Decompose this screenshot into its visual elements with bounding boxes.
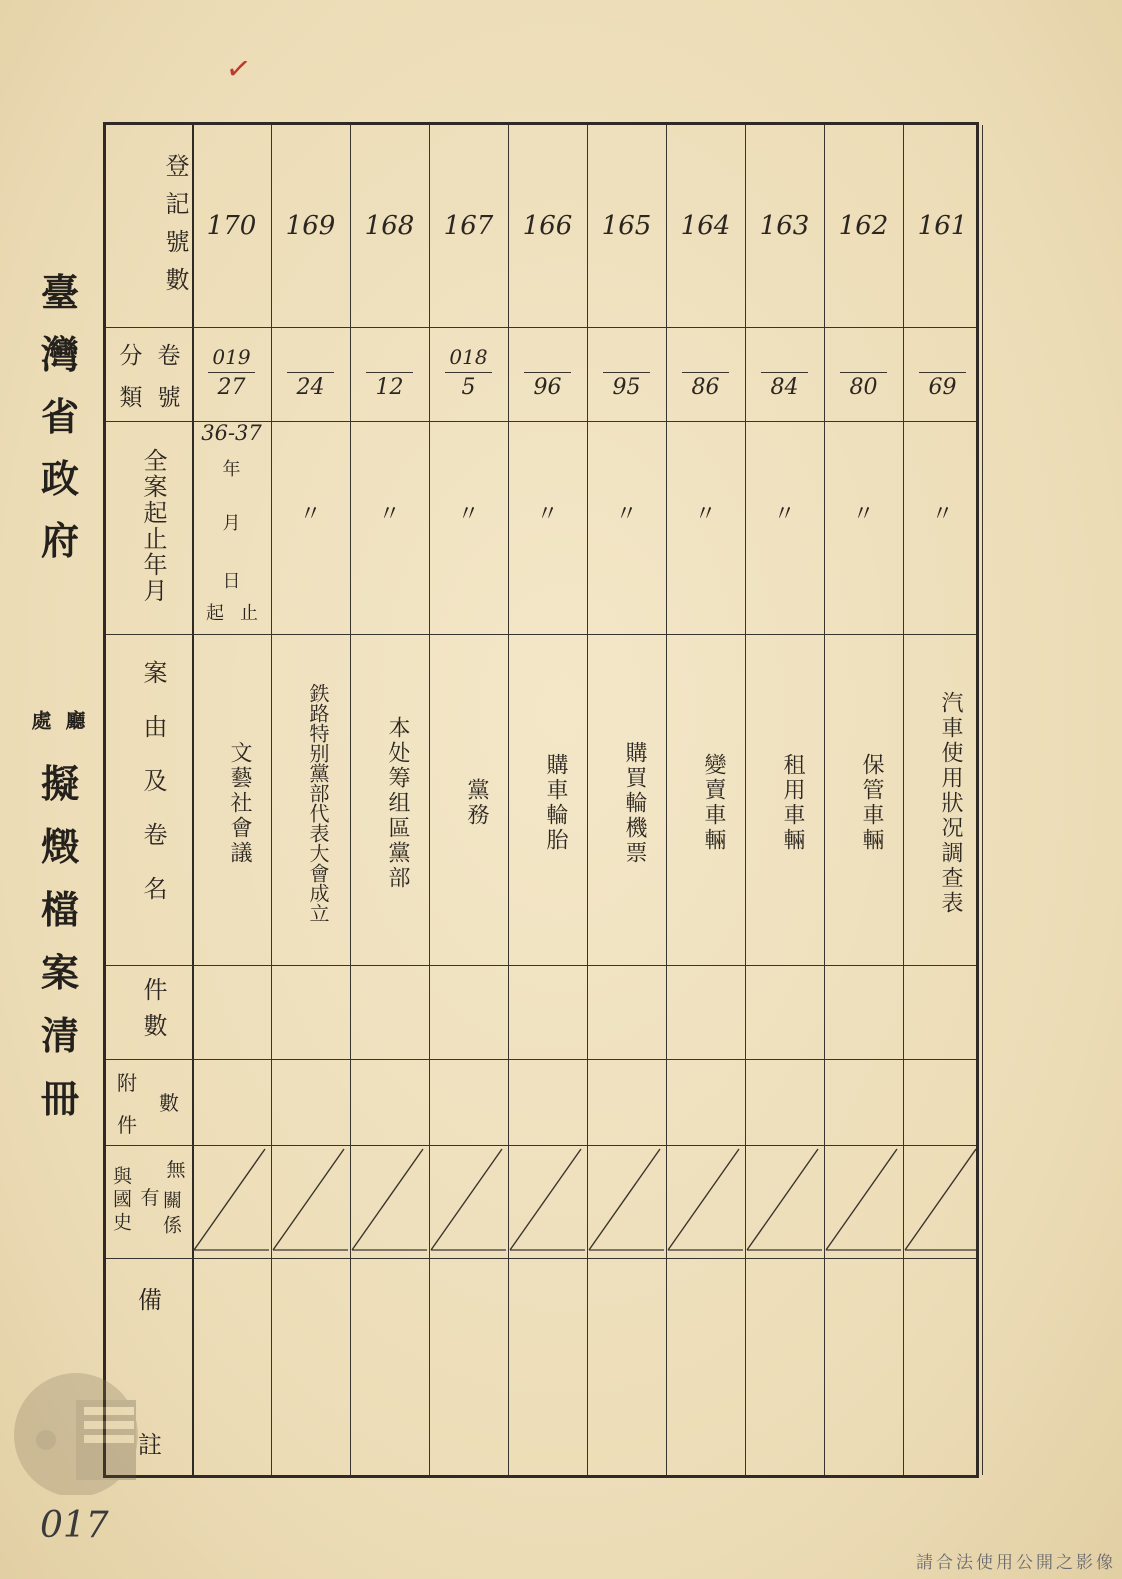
class-number: 84: [770, 375, 799, 400]
subject-text: 購買輪機票: [622, 740, 647, 866]
page-number: 017: [40, 1505, 109, 1546]
history-slash: [510, 1149, 581, 1250]
period-end-label: 止: [240, 603, 258, 624]
class-number: 95: [612, 375, 641, 400]
class-fraction-line: [287, 372, 334, 373]
class-fraction-line: [840, 372, 887, 373]
reg-number: 162: [838, 211, 889, 241]
reg-number: 164: [680, 211, 731, 241]
history-slash: [668, 1149, 739, 1250]
subject-text: 汽車使用狀况調查表: [938, 690, 963, 916]
history-slash: [352, 1149, 423, 1250]
period-year-label: 年: [222, 459, 241, 480]
history-slash: [194, 1149, 265, 1250]
reg-number: 168: [364, 211, 415, 241]
header-class-br: 號: [157, 385, 181, 411]
row-divider: [106, 965, 976, 966]
reg-number: 161: [917, 211, 968, 241]
period-ditto: 〃: [694, 502, 717, 527]
history-slash: [905, 1149, 976, 1250]
header-hist-c: 無: [166, 1159, 186, 1181]
class-fraction-line: [524, 372, 571, 373]
subject-text: 保管車輛: [859, 753, 884, 853]
period-month-label: 月: [222, 513, 241, 534]
register-table: [103, 122, 979, 1478]
reg-number: 166: [522, 211, 573, 241]
period-ditto: 〃: [773, 502, 796, 527]
header-class-bl: 類: [119, 385, 143, 411]
reg-number: 170: [206, 211, 257, 241]
class-fraction-line: [682, 372, 729, 373]
usage-notice: 請合法使用公開之影像: [916, 1553, 1116, 1573]
class-number: 80: [849, 375, 878, 400]
reg-number: 169: [285, 211, 336, 241]
class-number: 24: [296, 375, 325, 400]
class-number: 69: [928, 375, 957, 400]
class-number-top: 018: [449, 345, 488, 369]
class-fraction-line: [919, 372, 966, 373]
class-fraction-line: [445, 372, 492, 373]
history-slash: [747, 1149, 818, 1250]
header-attach-right: 數: [159, 1091, 179, 1115]
row-divider: [106, 327, 976, 328]
history-slash: [826, 1149, 897, 1250]
header-hist-a: 與國史: [110, 1165, 132, 1235]
side-title: 臺灣省政府: [40, 270, 79, 563]
history-slash: [431, 1149, 502, 1250]
header-attach-bottom: 件: [117, 1113, 137, 1137]
header-class-tr: 卷: [157, 343, 181, 369]
class-number-top: 019: [212, 345, 251, 369]
subject-text: 文藝社會議: [227, 740, 252, 866]
subject-text: 購車輪胎: [543, 753, 568, 853]
header-class-tl: 分: [119, 343, 143, 369]
header-count: 件數: [139, 977, 167, 1049]
header-remarks-top: 備: [138, 1286, 162, 1314]
header-period: 全案起止年月: [139, 448, 167, 604]
period-ditto: 〃: [299, 502, 322, 527]
period-ditto: 〃: [852, 502, 875, 527]
class-number: 96: [533, 375, 562, 400]
row-divider: [106, 1258, 976, 1259]
class-fraction-line: [208, 372, 255, 373]
period-start-label: 起: [206, 603, 224, 624]
side-subtitle: 擬燬檔案清冊: [40, 761, 79, 1121]
subject-text: 租用車輛: [780, 753, 805, 853]
period-ditto: 〃: [378, 502, 401, 527]
history-slash: [589, 1149, 660, 1250]
reg-number: 167: [443, 211, 494, 241]
reg-number: 165: [601, 211, 652, 241]
header-hist-b: 有: [140, 1187, 160, 1209]
period-ditto: 〃: [615, 502, 638, 527]
check-mark: ✓: [223, 50, 254, 89]
period-ditto: 〃: [536, 502, 559, 527]
archive-logo: [6, 1365, 156, 1495]
column-divider: [982, 125, 983, 1475]
header-remarks-bottom: 註: [138, 1431, 162, 1459]
class-number: 12: [375, 375, 404, 400]
side-small-right: 廳: [62, 710, 86, 736]
header-reg-no: 登記號數: [161, 153, 189, 305]
class-fraction-line: [761, 372, 808, 373]
class-number: 27: [217, 375, 246, 400]
class-number: 5: [461, 375, 476, 400]
subject-text: 本处筹组區黨部: [385, 715, 410, 891]
class-number: 86: [691, 375, 720, 400]
class-fraction-line: [366, 372, 413, 373]
period-day-label: 日: [222, 571, 241, 592]
subject-text: 變賣車輛: [701, 753, 726, 853]
row-divider: [106, 1059, 976, 1060]
period-years: 36-37: [201, 421, 262, 445]
header-subject: 案由及卷名: [139, 660, 167, 930]
reg-number: 163: [759, 211, 810, 241]
row-divider: [106, 634, 976, 635]
side-small-left: 處: [28, 710, 52, 736]
header-attach-top: 附: [117, 1071, 137, 1095]
subject-text: 黨務: [464, 778, 489, 828]
period-ditto: 〃: [931, 502, 954, 527]
period-ditto: 〃: [457, 502, 480, 527]
subject-text: 鉄路特别黨部代表大會成立: [306, 683, 330, 923]
history-slash: [273, 1149, 344, 1250]
header-hist-d: 關係: [160, 1190, 182, 1240]
class-fraction-line: [603, 372, 650, 373]
history-slash-layer: [106, 1145, 976, 1258]
